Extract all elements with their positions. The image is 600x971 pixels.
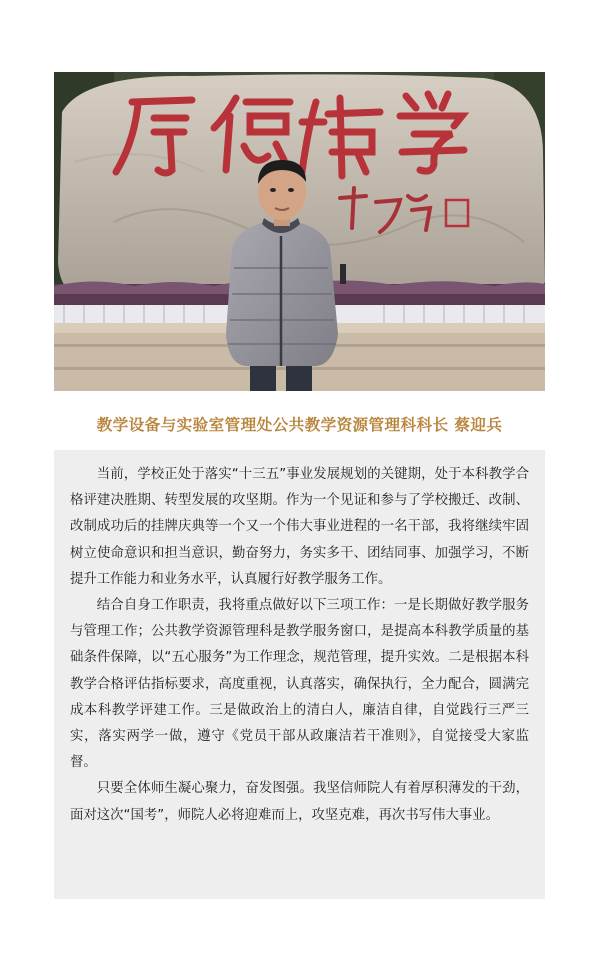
statement-text-box	[54, 450, 545, 899]
person-caption: 教学设备与实验室管理处公共教学资源管理科科长 蔡迎兵	[96, 415, 503, 434]
paragraph-2: 结合自身工作职责，我将重点做好以下三项工作：一是长期做好教学服务与管理工作；公共教学资源管理科是教学服务窗口，是提高本科教学质量的基础条件保障，以“五心服务”为工作理念，规范管理，提升实效。二是根据本科教学合格评估指标要求，高度重视，认真落实，确保执行，全力配合，圆满完成本科教学评建工作。三是做政治上的清白人，廉洁自律，自觉践行三严三实，落实两学一做，遵守《党员干部从政廉洁若干准则》，自觉接受大家监督。	[70, 598, 529, 771]
paragraph-3: 只要全体师生凝心聚力，奋发图强。我坚信师院人有着厚积薄发的干劲，面对这次“国考”，师院人必将迎难而上，攻坚克难，再次书写伟大事业。	[70, 781, 529, 823]
paragraph-1: 当前，学校正处于落实“十三五”事业发展规划的关键期，处于本科教学合格评建决胜期、转型发展的攻坚期。作为一个见证和参与了学校搬迁、改制、改制成功后的挂牌庆典等一个又一个伟大事业进程的一名干部，我将继续牢固树立使命意识和担当意识，勤奋努力，务实多干、团结同事、加强学习，不断提升工作能力和业务水平，认真履行好教学服务工作。	[70, 467, 529, 587]
portrait-photo	[54, 72, 545, 391]
portrait-photo-drawing	[54, 72, 545, 391]
